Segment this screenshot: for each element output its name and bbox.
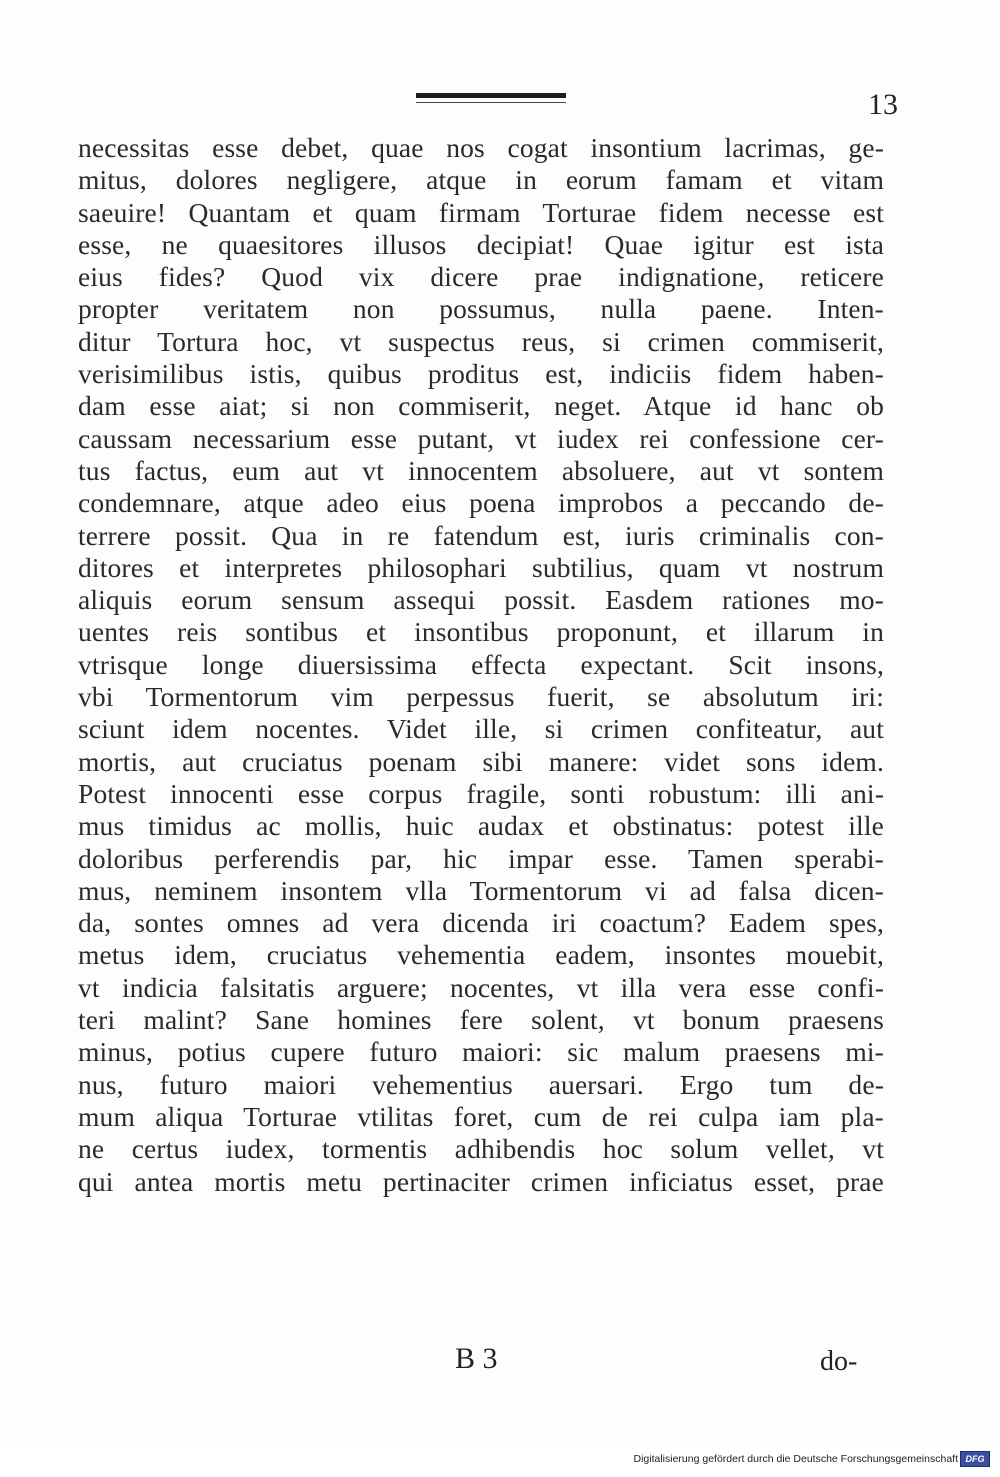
text-line: esse, ne quaesitores illusos decipiat! Quae igitur est ista — [78, 228, 884, 260]
catchword: do- — [820, 1346, 858, 1377]
text-line: uentes reis sontibus et insontibus proponunt, et illarum in — [78, 616, 884, 648]
signature-mark: B 3 — [455, 1342, 498, 1375]
text-line: nus, futuro maiori vehementius auersari. Ergo tum de- — [78, 1068, 884, 1100]
digitization-credit: Digitalisierung gefördert durch die Deutsche Forschungsgemeinschaft — [633, 1453, 958, 1465]
text-line: eius fides? Quod vix dicere prae indignatione, reticere — [78, 261, 884, 293]
text-line: mitus, dolores negligere, atque in eorum famam et vitam — [78, 164, 884, 196]
body-text — [78, 132, 884, 1198]
text-line: ditores et interpretes philosophari subtilius, quam vt nostrum — [78, 551, 884, 583]
text-line: vtrisque longe diuersissima effecta expectant. Scit insons, — [78, 648, 884, 680]
text-line: saeuire! Quantam et quam firmam Torturae fidem necesse est — [78, 196, 884, 228]
text-line: dam esse aiat; si non commiserit, neget. Atque id hanc ob — [78, 390, 884, 422]
text-line: ne certus iudex, tormentis adhibendis hoc solum vellet, vt — [78, 1133, 884, 1165]
text-line: mus, neminem insontem vlla Tormentorum vi ad falsa dicen- — [78, 874, 884, 906]
dfg-logo-icon: DFG — [960, 1451, 990, 1467]
header-rule — [416, 93, 566, 98]
text-line: vt indicia falsitatis arguere; nocentes, vt illa vera esse confi- — [78, 971, 884, 1003]
text-line: da, sontes omnes ad vera dicenda iri coactum? Eadem spes, — [78, 907, 884, 939]
page-number: 13 — [868, 88, 898, 121]
text-line: teri malint? Sane homines fere solent, vt bonum praesens — [78, 1004, 884, 1036]
text-line: mortis, aut cruciatus poenam sibi manere: videt sons idem. — [78, 745, 884, 777]
text-line: mus timidus ac mollis, huic audax et obstinatus: potest ille — [78, 810, 884, 842]
text-line: mum aliqua Torturae vtilitas foret, cum de rei culpa iam pla- — [78, 1100, 884, 1132]
text-line: aliquis eorum sensum assequi possit. Easdem rationes mo- — [78, 584, 884, 616]
text-line: caussam necessarium esse putant, vt iudex rei confessione cer- — [78, 422, 884, 454]
text-line: necessitas esse debet, quae nos cogat insontium lacrimas, ge- — [78, 132, 884, 163]
text-line: metus idem, cruciatus vehementia eadem, insontes mouebit, — [78, 939, 884, 971]
text-line: Potest innocenti esse corpus fragile, sonti robustum: illi ani- — [78, 777, 884, 809]
text-line: doloribus perferendis par, hic impar esse. Tamen sperabi- — [78, 842, 884, 874]
text-line: minus, potius cupere futuro maiori: sic malum praesens mi- — [78, 1036, 884, 1068]
text-line: terrere possit. Qua in re fatendum est, iuris criminalis con- — [78, 519, 884, 551]
text-line: condemnare, atque adeo eius poena improbos a peccando de- — [78, 487, 884, 519]
text-line: qui antea mortis metu pertinaciter crimen inficiatus esset, prae — [78, 1165, 884, 1197]
text-line: sciunt idem nocentes. Videt ille, si crimen confiteatur, aut — [78, 713, 884, 745]
text-line: ditur Tortura hoc, vt suspectus reus, si crimen commiserit, — [78, 325, 884, 357]
text-line: verisimilibus istis, quibus proditus est, indiciis fidem haben- — [78, 358, 884, 390]
text-line: tus factus, eum aut vt innocentem absoluere, aut vt sontem — [78, 454, 884, 486]
text-line: vbi Tormentorum vim perpessus fuerit, se absolutum iri: — [78, 681, 884, 713]
text-line: propter veritatem non possumus, nulla paene. Inten- — [78, 293, 884, 325]
